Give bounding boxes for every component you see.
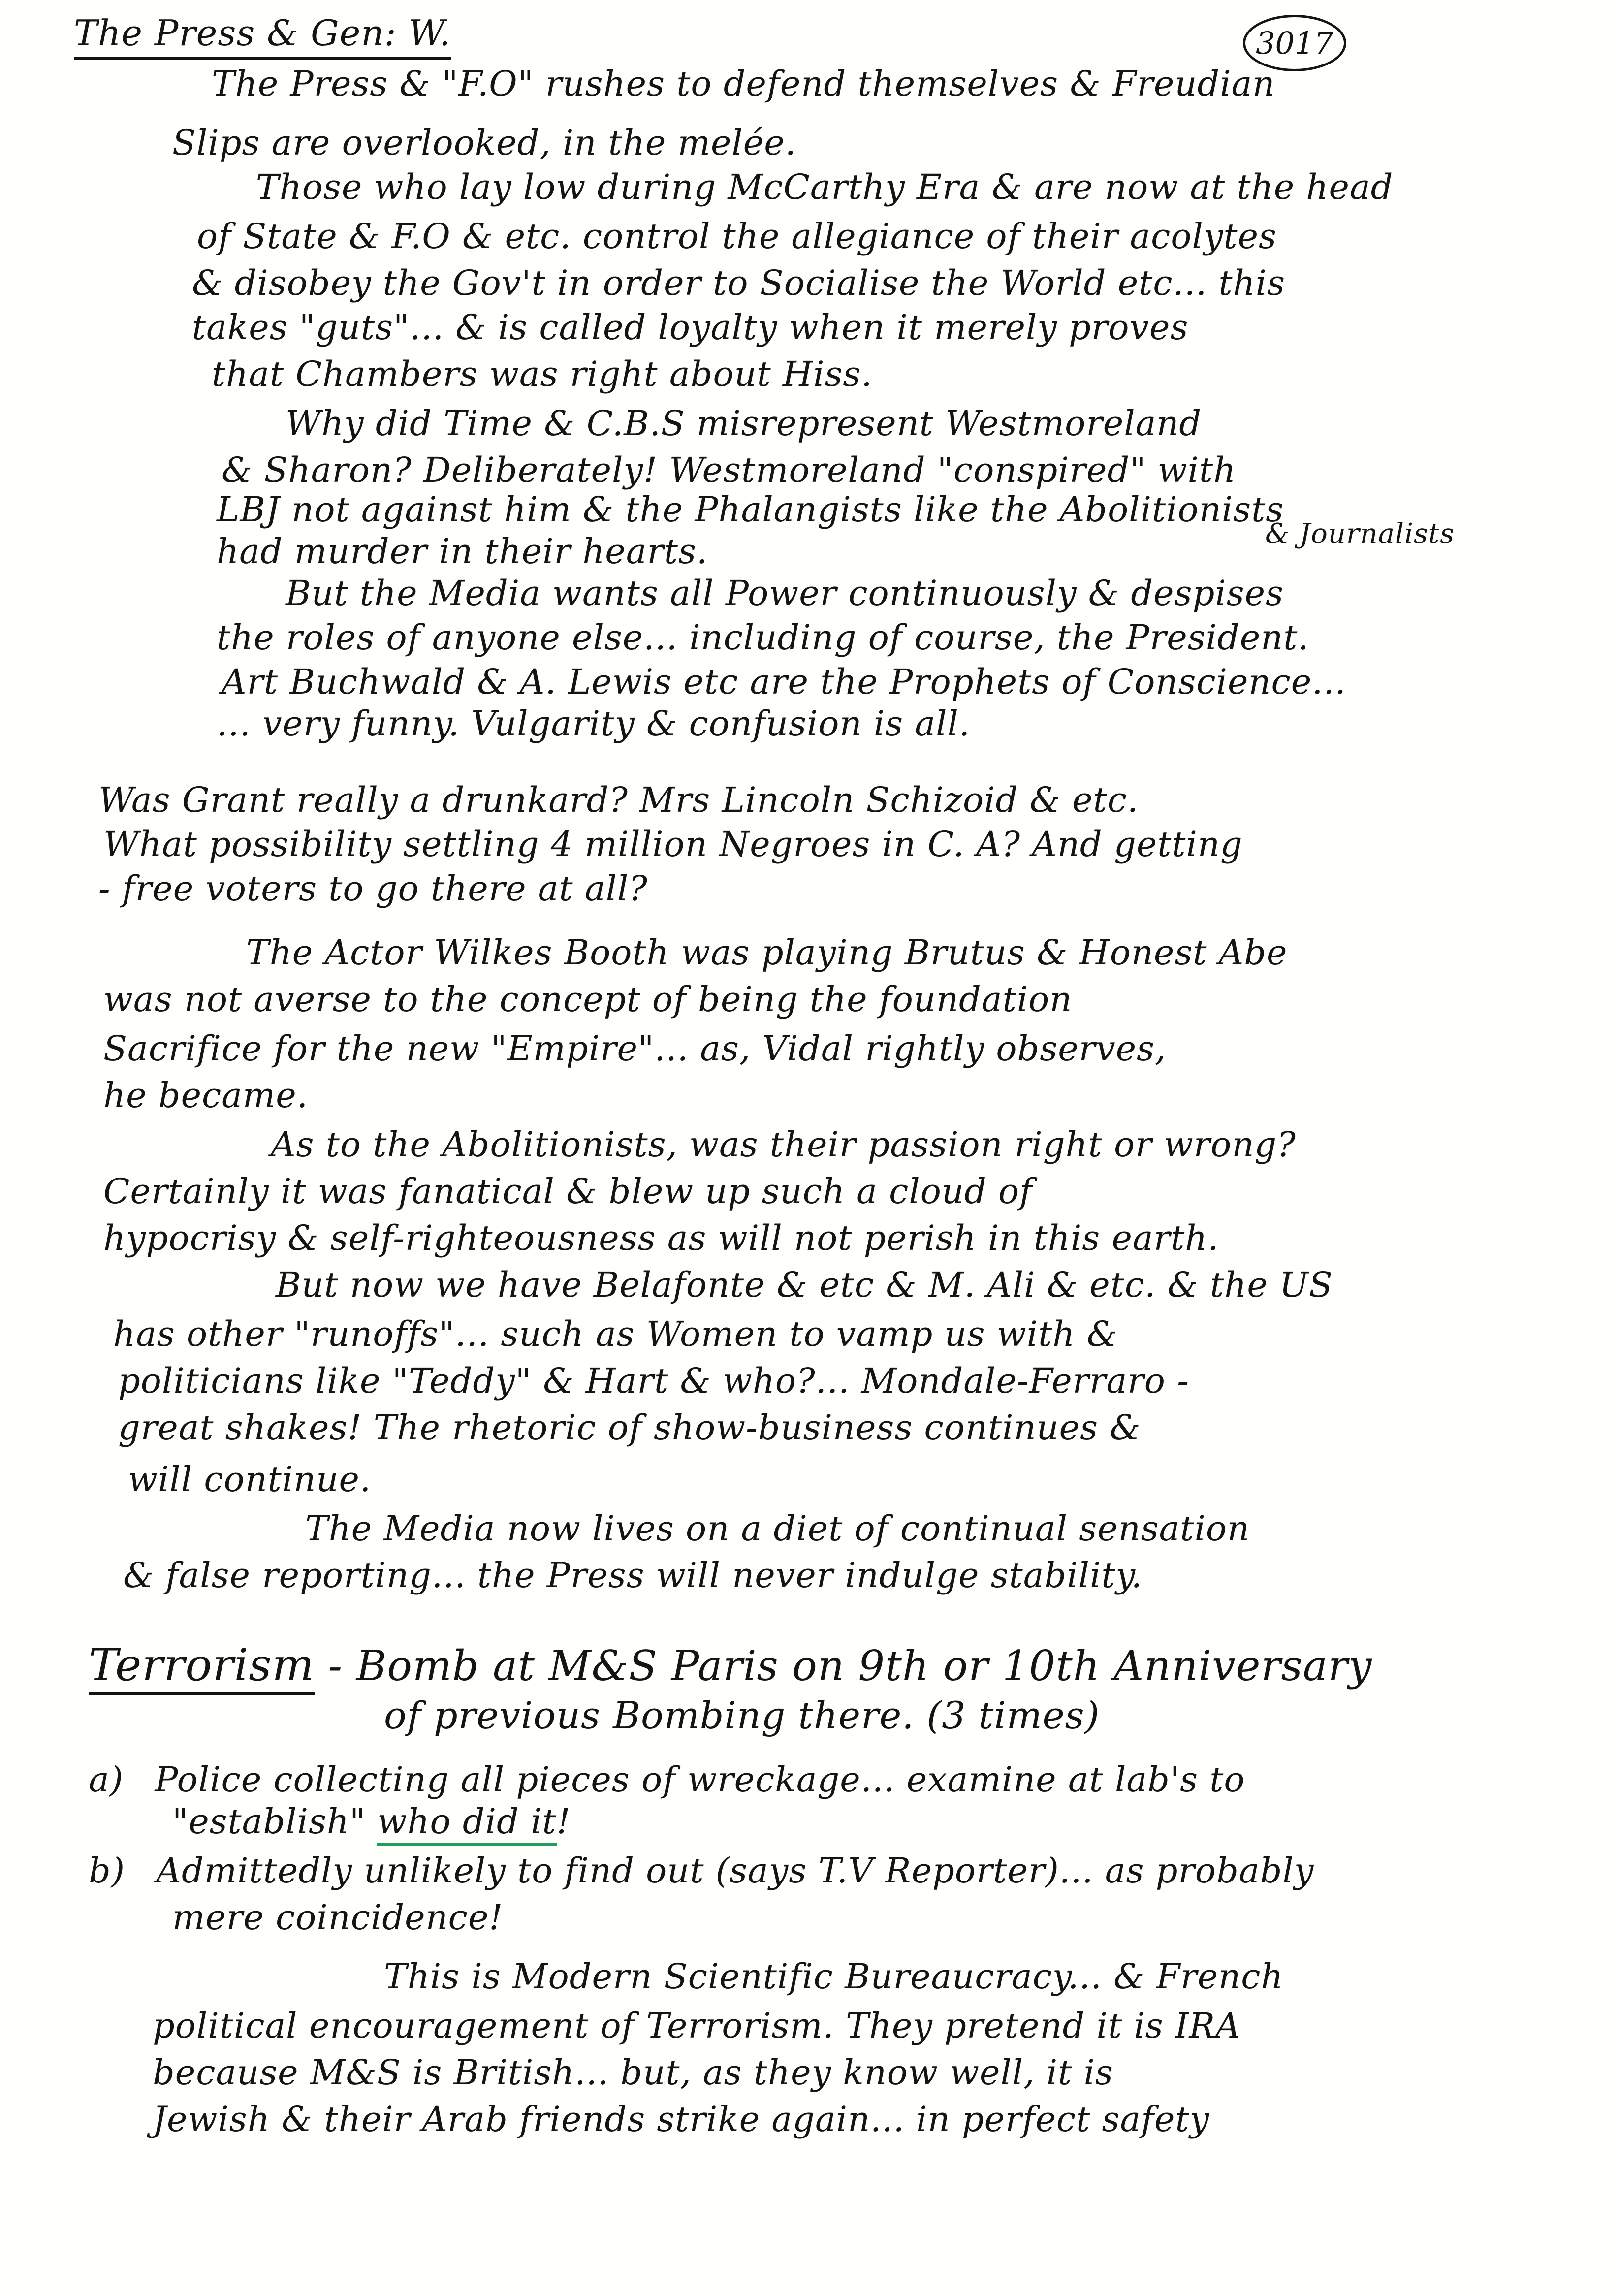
text-line: & disobey the Gov't in order to Socialise the World etc... this — [192, 263, 1286, 303]
text-line: the roles of anyone else... including of course, the President. — [217, 617, 1309, 658]
text-line: had murder in their hearts. — [217, 531, 708, 572]
text-line: Those who lay low during McCarthy Era & are now at the head — [256, 167, 1394, 207]
list-marker: b) — [89, 1850, 126, 1891]
list-item-a — [89, 1757, 1245, 1802]
text-line: Was Grant really a drunkard? Mrs Lincoln Schizoid & etc. — [98, 780, 1139, 820]
page-title: The Press & Gen: W. — [74, 11, 451, 60]
text-line: The Media now lives on a diet of continual sensation — [305, 1508, 1250, 1549]
text-line: This is Modern Scientific Bureaucracy... & French — [384, 1956, 1284, 1997]
text-line: of State & F.O & etc. control the allegiance of their acolytes — [197, 216, 1277, 256]
text-line: hypocrisy & self-righteousness as will not perish in this earth. — [103, 1218, 1219, 1258]
exclamation: ! — [556, 1801, 571, 1842]
text-line: The Actor Wilkes Booth was playing Brutus & Honest Abe — [246, 932, 1288, 973]
text-line: politicians like "Teddy" & Hart & who?... Mondale-Ferraro - — [118, 1361, 1189, 1401]
text-line: he became. — [103, 1075, 308, 1116]
list-item-b-continuation: mere coincidence! — [172, 1897, 504, 1938]
terrorism-heading-line-2: of previous Bombing there. (3 times) — [384, 1693, 1100, 1737]
text-line: political encouragement of Terrorism. They pretend it is IRA — [153, 2006, 1241, 2046]
list-item-text: Admittedly unlikely to find out (says T.V Reporter)... as probably — [156, 1850, 1314, 1891]
text-line: will continue. — [128, 1459, 372, 1499]
text-line: ... very funny. Vulgarity & confusion is all. — [217, 703, 971, 744]
text-line: takes "guts"... & is called loyalty when it merely proves — [192, 307, 1189, 348]
terrorism-heading-line — [89, 1639, 1372, 1692]
list-item-text: Police collecting all pieces of wreckage... examine at lab's to — [155, 1759, 1245, 1800]
list-item-a-continuation — [172, 1799, 571, 1844]
text-line: great shakes! The rhetoric of show-business continues & — [118, 1407, 1141, 1448]
quoted-word: "establish" — [172, 1801, 366, 1842]
text-line: Sacrifice for the new "Empire"... as, Vidal rightly observes, — [103, 1028, 1167, 1069]
text-line: was not averse to the concept of being the foundation — [103, 979, 1073, 1020]
underlined-phrase: who did it — [377, 1801, 556, 1846]
terrorism-heading: Terrorism — [89, 1639, 315, 1695]
page-number-circle: 3017 — [1243, 15, 1346, 71]
text-line: But the Media wants all Power continuously & despises — [286, 573, 1284, 613]
text-line: LBJ not against him & the Phalangists like the Abolitionists — [217, 489, 1284, 530]
list-marker: a) — [89, 1759, 124, 1800]
text-line: & Sharon? Deliberately! Westmoreland "conspired" with — [222, 450, 1237, 490]
text-line: Slips are overlooked, in the melée. — [172, 123, 796, 163]
text-line: Why did Time & C.B.S misrepresent Westmoreland — [286, 403, 1202, 444]
text-line: has other "runoffs"... such as Women to vamp us with & — [113, 1314, 1118, 1354]
terrorism-heading-rest: - Bomb at M&S Paris on 9th or 10th Anniversary — [328, 1642, 1372, 1690]
list-item-b — [89, 1849, 1314, 1893]
text-line: that Chambers was right about Hiss. — [212, 354, 873, 394]
text-line: Certainly it was fanatical & blew up such a cloud of — [103, 1171, 1033, 1212]
text-line: The Press & "F.O" rushes to defend themselves & Freudian — [212, 64, 1275, 104]
text-line: - free voters to go there at all? — [98, 868, 648, 909]
text-line: & false reporting... the Press will never indulge stability. — [123, 1555, 1143, 1595]
text-line: What possibility settling 4 million Negroes in C. A? And getting — [103, 824, 1243, 864]
text-line: Art Buchwald & A. Lewis etc are the Prophets of Conscience... — [222, 662, 1346, 702]
text-line: because M&S is British... but, as they know well, it is — [153, 2052, 1113, 2093]
margin-insertion: & Journalists — [1265, 518, 1455, 550]
text-line: Jewish & their Arab friends strike again... in perfect safety — [153, 2099, 1210, 2139]
text-line: But now we have Belafonte & etc & M. Ali & etc. & the US — [276, 1265, 1333, 1305]
text-line: As to the Abolitionists, was their passion right or wrong? — [271, 1124, 1296, 1165]
